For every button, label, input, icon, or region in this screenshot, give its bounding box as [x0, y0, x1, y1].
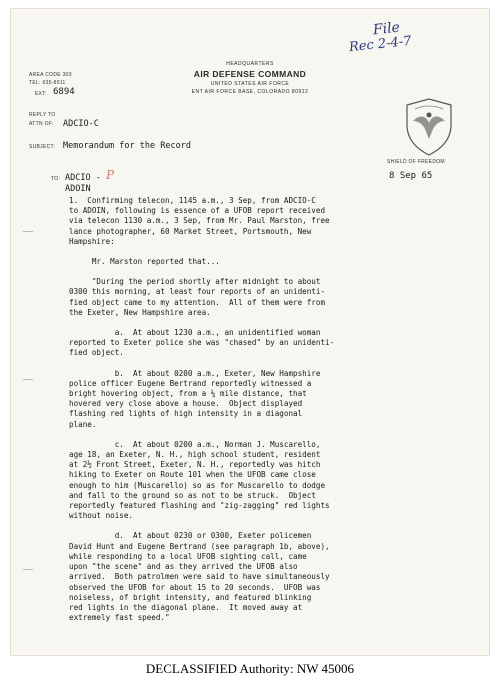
subject-value: Memorandum for the Record	[63, 141, 191, 151]
memo-date: 8 Sep 65	[389, 171, 433, 181]
margin-mark	[23, 231, 33, 232]
body-paragraph-a: a. At about 1230 a.m., an unidentified woman reported to Exeter police she was "chased" by an unidenti- fied object.	[69, 328, 335, 358]
attn-of-label: ATTN OF:	[29, 121, 54, 127]
body-paragraph-3: "During the period shortly after midnight to about 0300 this morning, at least four reports of an unidenti- fied object came to my attention. All of them were from the Exeter, New Hampshire area.	[69, 277, 326, 317]
reply-to-value: ADCIO-C	[63, 119, 99, 129]
letterhead-service: UNITED STATES AIR FORCE	[210, 81, 290, 87]
ext-value: 6894	[53, 87, 75, 97]
margin-mark	[23, 379, 33, 380]
letterhead-base: ENT AIR FORCE BASE, COLORADO 80912	[191, 89, 309, 95]
body-paragraph-b: b. At about 0200 a.m., Exeter, New Hampshire police officer Eugene Bertrand reportedly witnessed a bright hovering object, from a ¼ mile distance, that hovered very close above a house. Object displayed flashing red lights of high intensity in a diagonal plane.	[69, 368, 321, 429]
to-line1: ADCIO -	[65, 173, 101, 183]
letterhead-hq: HEADQUARTERS	[226, 61, 274, 67]
margin-mark	[23, 569, 33, 570]
memo-page	[10, 8, 490, 656]
handwritten-rec: Rec 2-4-7	[348, 33, 413, 56]
air-defense-emblem-icon	[399, 95, 459, 157]
letterhead-command: AIR DEFENSE COMMAND	[193, 69, 307, 79]
to-line1-handwritten: P	[106, 168, 115, 182]
ext-label: EXT:	[35, 91, 47, 97]
area-code: AREA CODE 303	[29, 72, 72, 78]
body-paragraph-1: 1. Confirming telecon, 1145 a.m., 3 Sep, from ADCIO-C to ADOIN, following is essence of a UFOB report received via telecon 1130 a.m., 3 Sep, from Mr. Paul Marston, free lance photographer, 60 Market Street, Portsmouth, New Hampshire:	[69, 196, 330, 246]
reply-to-label: REPLY TO	[29, 112, 56, 118]
body-paragraph-2: Mr. Marston reported that...	[69, 257, 220, 267]
to-line2: ADOIN	[65, 184, 91, 194]
handwritten-file: File	[372, 19, 401, 39]
body-paragraph-d: d. At about 0230 or 0300, Exeter policemen David Hunt and Eugene Bertrand (see paragraph 1b, above), while responding to a local UFOB sighting call, came upon "the scene" and as they arrived the UFOB also arrived. Both patrolmen were said to have simultaneously observed the UFOB for about 15 to 20 seconds. UFOB was noiseless, of bright intensity, and featured blinking red lights in the diagonal plane. It moved away at extremely fast speed."	[69, 531, 330, 623]
subject-label: SUBJECT:	[29, 144, 56, 150]
telephone: TEL: 635-8911	[29, 80, 66, 86]
shield-caption: SHIELD OF FREEDOM	[387, 159, 445, 165]
declassified-footer: DECLASSIFIED Authority: NW 45006	[145, 661, 355, 676]
body-paragraph-c: c. At about 0200 a.m., Norman J. Muscarello, age 18, an Exeter, N. H., high school student, resident at 2½ Front Street, Exeter, N. H., reportedly was hitch hiking to Exeter on Route 101 when the UFOB came close enough to him (Muscarello) so as for Muscarello to dodge and fall to the ground so as not to be struck. Object reportedly featured flashing and "zig-zagging" red lights without noise.	[69, 439, 330, 521]
memo-body	[69, 196, 439, 633]
to-label: TO:	[51, 176, 61, 182]
